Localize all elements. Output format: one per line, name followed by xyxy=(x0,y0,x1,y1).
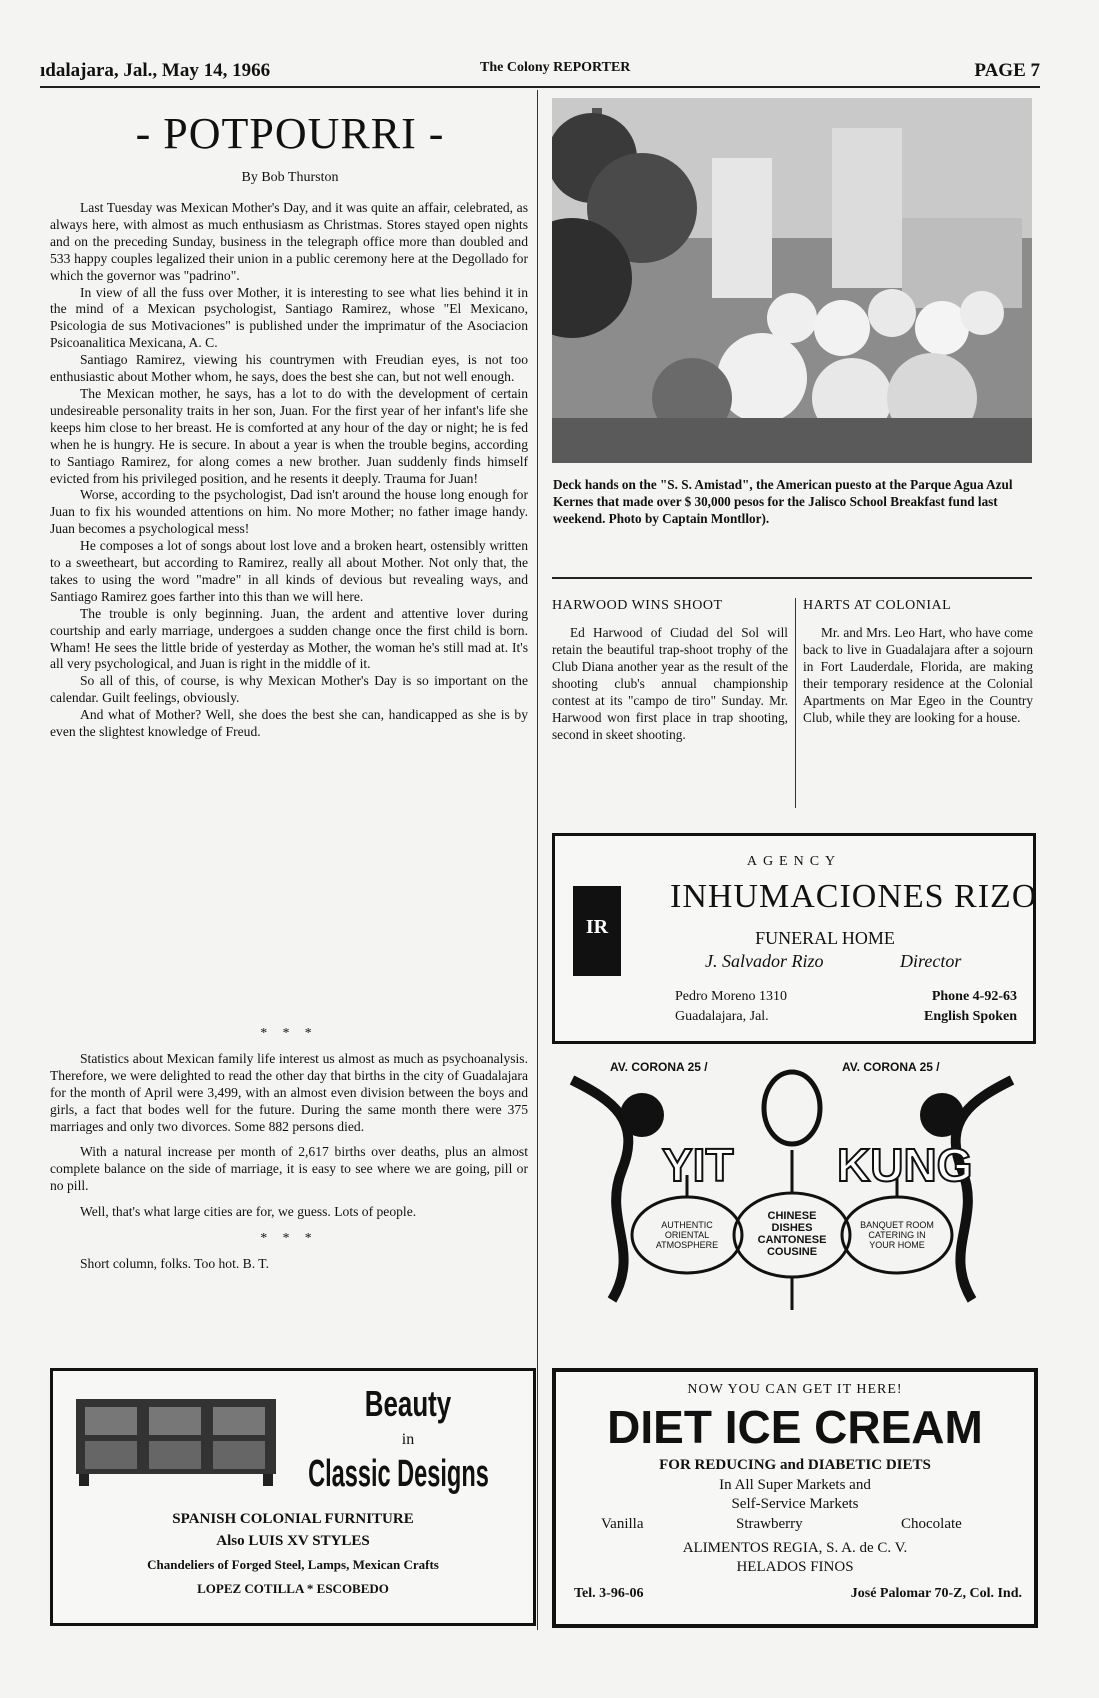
article-paragraph: He composes a lot of songs about lost love and a broken heart, ostensibly written to a sweetheart, but according to Ramirez, really all about Mother. Not only that, the takes to using the word "madre" in all kinds of devious but revealing ways, and Santiago Ramirez goes farther into this than we will here. xyxy=(50,538,528,604)
article-paragraph: So all of this, of course, is why Mexican Mother's Day is so important on the calendar. Guilt feelings, obviously. xyxy=(50,673,528,706)
article-paragraph: Last Tuesday was Mexican Mother's Day, and it was quite an affair, celebrated, as always here, with almost as much enthusiasm as Christmas. Stores stayed open nights and on the preceding Sunday, business in the telegraph office more than doubled and 533 happy couples legalized their union in a public ceremony here at the Degollado for which the governor was "padrino". xyxy=(50,200,528,283)
ad-rizo-funeral: FUNERAL HOME xyxy=(755,928,895,948)
furniture-illustration xyxy=(71,1389,281,1489)
ad-furniture-line6: Chandeliers of Forged Steel, Lamps, Mexican Crafts xyxy=(147,1557,439,1572)
article-title: - POTPOURRI - xyxy=(135,109,445,158)
article-paragraph: And what of Mother? Well, she does the best she can, handicapped as she is by even the slightest knowledge of Freud. xyxy=(50,707,528,740)
section-separator: * * * xyxy=(260,1025,318,1040)
section-separator: * * * xyxy=(260,1230,318,1246)
paragraph-gap xyxy=(50,1247,528,1256)
harts-paragraph: Mr. and Mrs. Leo Hart, who have come back to live in Guadalajara after a sojourn in Fort Lauderdale, Florida, are making their temporary residence at the Colonial Apartments on Mar Egeo in the Country Club, while they are looking for a house. xyxy=(803,625,1033,725)
article-paragraph: Statistics about Mexican family life interest us almost as much as psychoanalysis. Therefore, we were delighted to read the other day that births in the city of Guadalajara for the month of April were 3,499, with an almost even division between the boys and girls, a fact that bodes well for the future. During the same month there were 375 marriages and only two divorces. Some 882 persons died. xyxy=(50,1050,528,1134)
ad-rizo-address2: Guadalajara, Jal. xyxy=(675,1009,769,1024)
ad-inhumaciones-rizo xyxy=(552,833,1036,1044)
ad-yit-lantern-left: AUTHENTIC ORIENTAL ATMOSPHERE xyxy=(655,1220,719,1250)
short-column-rule xyxy=(795,598,796,808)
article-body-top xyxy=(50,200,528,741)
ad-rizo-person: J. Salvador Rizo xyxy=(705,951,824,971)
ad-ice-line2: DIET ICE CREAM xyxy=(607,1401,983,1453)
ad-ice-line5: Self-Service Markets xyxy=(731,1496,859,1512)
paragraph-gap xyxy=(50,1195,528,1204)
ad-yit-lantern-center: CHINESE DISHES CANTONESE COUSINE xyxy=(757,1210,827,1258)
ad-rizo-agency: AGENCY xyxy=(746,854,842,869)
ad-ice-flavor-vanilla: Vanilla xyxy=(601,1516,644,1532)
paragraph-gap xyxy=(50,1221,528,1230)
ad-diet-ice-cream xyxy=(552,1368,1038,1628)
ad-rizo-logo-text: IR xyxy=(585,916,609,938)
article-body-bottom xyxy=(50,1025,528,1273)
paragraph-gap xyxy=(50,1042,528,1051)
ad-furniture-line4: SPANISH COLONIAL FURNITURE xyxy=(172,1511,414,1527)
ad-furniture-line2: in xyxy=(401,1431,415,1448)
ad-yit-address-right: AV. CORONA 25 / xyxy=(842,1060,940,1074)
ad-rizo-address1: Pedro Moreno 1310 xyxy=(675,989,787,1004)
ad-ice-address: José Palomar 70-Z, Col. Ind. xyxy=(850,1586,1022,1601)
ad-rizo-role: Director xyxy=(900,951,962,971)
header-rule xyxy=(40,86,1040,88)
harwood-story xyxy=(552,598,788,743)
ad-yit-name-left: YIT xyxy=(662,1139,734,1191)
article-byline: By Bob Thurston xyxy=(241,170,339,185)
ad-ice-flavor-strawberry: Strawberry xyxy=(736,1516,803,1532)
page-header xyxy=(40,60,1040,82)
ad-rizo-phone: Phone 4-92-63 xyxy=(931,989,1017,1004)
article-paragraph: Santiago Ramirez, viewing his countrymen with Freudian eyes, is not too enthusiastic about Mother whom, he says, does the best she can, but not well enough. xyxy=(50,352,528,385)
ad-ice-phone: Tel. 3-96-06 xyxy=(574,1586,644,1601)
dragon-lantern-illustration xyxy=(552,1060,1032,1330)
ad-furniture-line1: Beauty xyxy=(364,1383,452,1424)
harts-heading: HARTS AT COLONIAL xyxy=(803,598,952,613)
news-photo xyxy=(552,98,1032,463)
ad-ice-line7: HELADOS FINOS xyxy=(736,1559,854,1575)
article-paragraph: Worse, according to the psychologist, Dad isn't around the house long enough for Juan to fix his wounded attentions on him. No more Mother; no father image handy. Juan becomes a psychological mess! xyxy=(50,487,528,537)
ad-yit-lantern-right: BANQUET ROOM CATERING IN YOUR HOME xyxy=(860,1220,934,1250)
ad-rizo-name: INHUMACIONES RIZO xyxy=(670,878,1038,915)
article-paragraph: In view of all the fuss over Mother, it is interesting to see what lies behind it in the mind of a Mexican psychologist, Santiago Ramirez, whose "El Mexicano, Psicologia de sus Motivaciones" is published under the imprimatur of the Asociacion Psicoanalitica Mexicana, A. C. xyxy=(50,284,528,351)
ad-ice-line3: FOR REDUCING and DIABETIC DIETS xyxy=(659,1457,931,1473)
ad-yit-kung xyxy=(552,1060,1032,1330)
harwood-paragraph: Ed Harwood of Ciudad del Sol will retain the beautiful trap-shoot trophy of the Club Diana another year as the result of the shooting club's annual championship contest at its "campo de tiro" Sunday. Mr. Harwood won first place in trap shooting, second in skeet shooting. xyxy=(552,625,788,742)
caption-rule xyxy=(552,577,1032,579)
paragraph-gap xyxy=(50,1135,528,1144)
article-signoff: Short column, folks. Too hot. B. T. xyxy=(80,1255,269,1271)
ad-ice-line6: ALIMENTOS REGIA, S. A. de C. V. xyxy=(682,1540,908,1556)
crowd-photo-illustration xyxy=(552,98,1032,463)
ad-ice-line1: NOW YOU CAN GET IT HERE! xyxy=(687,1382,903,1397)
harts-body xyxy=(803,624,1033,726)
ad-furniture-line3: Classic Designs xyxy=(308,1453,489,1495)
header-dateline: ıdalajara, Jal., May 14, 1966 xyxy=(40,60,271,81)
ad-ice-flavor-chocolate: Chocolate xyxy=(901,1516,962,1532)
column-rule xyxy=(537,90,538,1630)
header-masthead: The Colony REPORTER xyxy=(480,60,631,75)
article-paragraph: The trouble is only beginning. Juan, the ardent and attentive lover during courtship and early marriage, undergoes a sudden change once the first child is born. Wham! He sees the little bride of yesterday as Mother, the woman he's still mad at. It's all very psychological, and Juan is right in the middle of it. xyxy=(50,605,528,672)
harwood-heading: HARWOOD WINS SHOOT xyxy=(552,598,723,613)
ad-yit-name-right: KUNG xyxy=(837,1139,973,1191)
ad-classic-designs xyxy=(50,1368,536,1626)
ad-ice-line4: In All Super Markets and xyxy=(719,1477,871,1493)
ad-rizo-english: English Spoken xyxy=(924,1009,1017,1024)
article-paragraph: With a natural increase per month of 2,617 births over deaths, plus an almost complete balance on the side of marriage, it is easy to see where we are going, pill or no pill. xyxy=(50,1144,528,1194)
article-paragraph: The Mexican mother, he says, has a lot to do with the development of certain undesireable personality traits in her son, Juan. For the first year of her infant's life she keeps him close to her breast. He is comforted at any hour of the day or night; he is fed when he is hungry. He is secure. In about a year is when the trouble begins, according to Santiago Ramirez, for along comes a new brother. Juan suddenly finds himself evicted from his privileged position, and he resents it deeply. Trauma for Juan! xyxy=(50,385,528,486)
ad-yit-address-left: AV. CORONA 25 / xyxy=(610,1060,708,1074)
ad-furniture-line7: LOPEZ COTILLA * ESCOBEDO xyxy=(197,1581,389,1596)
ad-furniture-line5: Also LUIS XV STYLES xyxy=(216,1533,370,1549)
harts-story xyxy=(803,598,1033,726)
article-paragraph: Well, that's what large cities are for, we guess. Lots of people. xyxy=(80,1204,417,1220)
ad-rizo-logo xyxy=(573,886,621,976)
photo-caption: Deck hands on the "S. S. Amistad", the American puesto at the Parque Agua Azul Kernes that made over $ 30,000 pesos for the Jalisco School Breakfast fund last weekend. Photo by Captain Montllor). xyxy=(553,477,1013,526)
header-page-number: PAGE 7 xyxy=(974,60,1040,81)
harwood-body xyxy=(552,624,788,743)
